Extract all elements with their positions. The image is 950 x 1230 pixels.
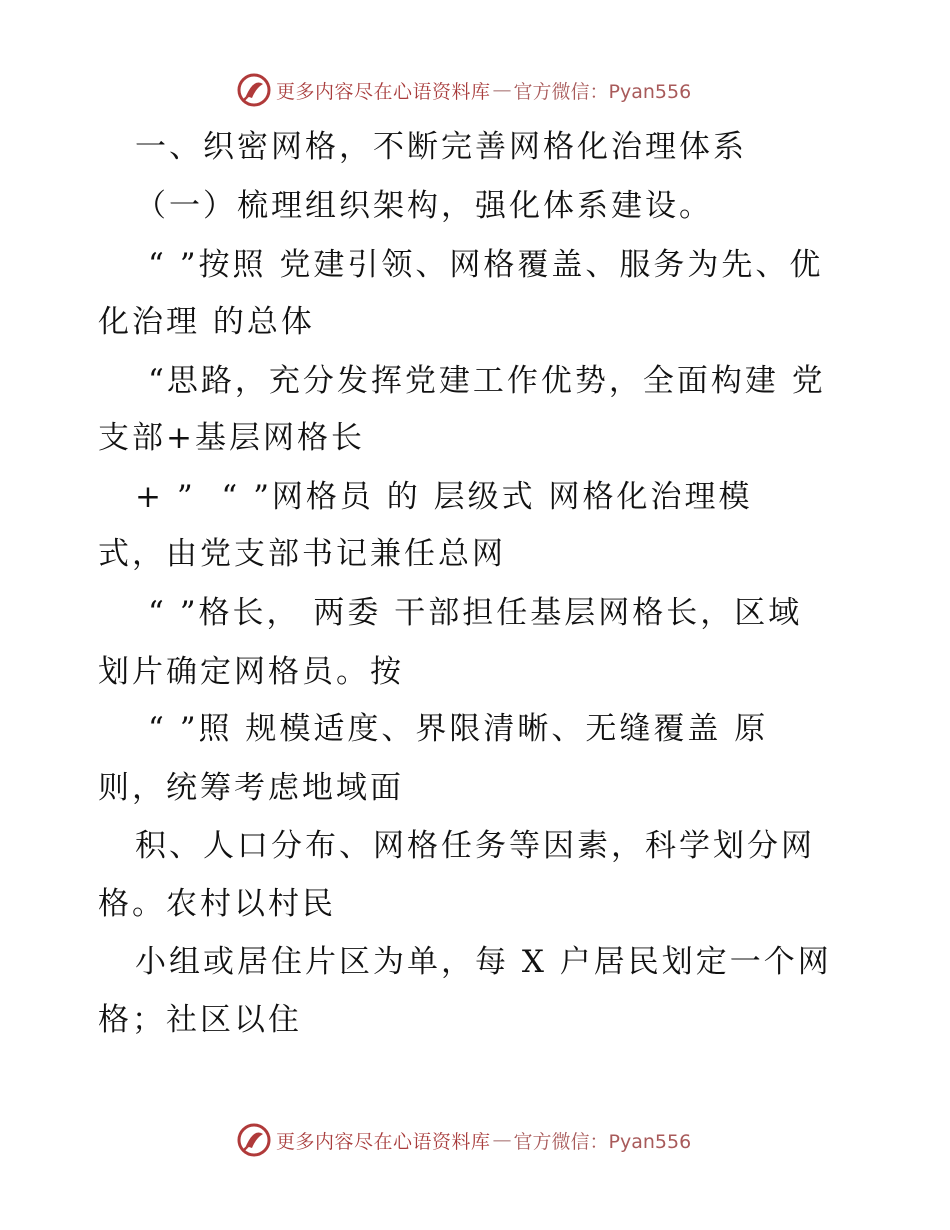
banner-title: 更多内容尽在心语资料库 xyxy=(276,1130,491,1153)
body-line: 式，由党支部书记兼任总网 xyxy=(98,536,506,572)
heading-line: 一、织密网格，不断完善网格化治理体系 xyxy=(135,129,747,165)
logo-icon xyxy=(236,72,272,108)
body-line: “思路，充分发挥党建工作优势，全面构建 党 xyxy=(148,363,826,399)
body-line: + ” “ ”网格员 的 层级式 网格化治理模 xyxy=(135,479,753,515)
body-line: “ ”按照 党建引领、网格覆盖、服务为先、优 xyxy=(148,247,824,283)
banner-contact: 官方微信：Pyan556 xyxy=(513,80,692,103)
body-line: “ ”格长， 两委 干部担任基层网格长，区域 xyxy=(148,595,803,631)
banner-separator: — xyxy=(492,1129,512,1151)
banner-contact: 官方微信：Pyan556 xyxy=(513,1130,692,1153)
body-line: 格。农村以村民 xyxy=(98,886,336,922)
body-line: 化治理 的总体 xyxy=(98,304,315,340)
body-line: 则，统筹考虑地域面 xyxy=(98,770,404,806)
body-line: 小组或居住片区为单，每 X 户居民划定一个网 xyxy=(135,944,832,980)
body-line: 支部+基层网格长 xyxy=(98,420,365,456)
logo-icon xyxy=(236,1122,272,1158)
header-banner xyxy=(236,72,756,108)
body-line: “ ”照 规模适度、界限清晰、无缝覆盖 原 xyxy=(148,711,769,747)
body-line: 格；社区以住 xyxy=(98,1002,302,1038)
body-line: 积、人口分布、网格任务等因素，科学划分网 xyxy=(135,828,815,864)
banner-title: 更多内容尽在心语资料库 xyxy=(276,80,491,103)
body-line: 划片确定网格员。按 xyxy=(98,654,404,690)
subheading-line: （一）梳理组织架构，强化体系建设。 xyxy=(135,188,713,224)
banner-separator: — xyxy=(492,79,512,101)
footer-banner xyxy=(236,1122,756,1158)
